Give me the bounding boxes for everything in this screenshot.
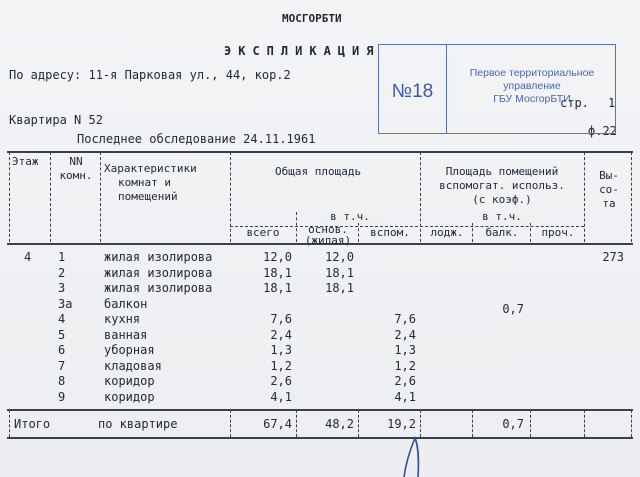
sheet-reference: ф.22 — [588, 124, 617, 138]
cell-area-aux: 4,1 — [394, 389, 416, 404]
total-label: Итого — [14, 417, 51, 431]
cell-room-no: 5 — [58, 327, 66, 342]
header-floor: Этаж — [12, 155, 39, 168]
header-other: проч. — [541, 226, 575, 239]
header-characteristics-1: Характеристики — [104, 162, 197, 175]
stamp-line-3: ГБУ МосгорБТИ — [493, 93, 571, 105]
header-aux: вспом. — [370, 226, 410, 239]
header-height-2: со- — [599, 183, 619, 196]
cell-area-all: 1,3 — [270, 343, 292, 357]
last-survey-date: Последнее обследование 24.11.1961 — [77, 132, 316, 146]
cell-room-no: 9 — [58, 389, 66, 404]
total-scope: по квартире — [98, 417, 178, 431]
cell-room-name: жилая изолирова — [104, 265, 213, 280]
cell-area-aux: 2,4 — [394, 327, 416, 342]
header-all: всего — [246, 226, 280, 239]
header-main-2: (жилая) — [304, 234, 352, 247]
cell-room-no: 2 — [58, 265, 66, 280]
total-area-aux: 19,2 — [387, 417, 416, 431]
cell-room-name: уборная — [104, 343, 155, 357]
header-including: в т.ч. — [320, 211, 380, 223]
address-line: По адресу: 11-я Парковая ул., 44, кор.2 — [9, 68, 291, 82]
header-height-3: та — [602, 197, 616, 210]
cell-area-all: 18,1 — [263, 265, 292, 280]
header-aux-area-1: Площадь помещений — [445, 165, 559, 178]
cell-area-main: 18,1 — [325, 265, 354, 280]
cell-room-name: жилая изолирова — [104, 250, 213, 264]
org-name: МОСГОРБТИ — [282, 12, 342, 25]
cell-area-aux: 2,6 — [394, 374, 416, 388]
page-label: стр. — [560, 96, 589, 110]
cell-room-no: 4 — [58, 312, 66, 326]
stamp-line-1: Первое территориальное — [469, 67, 595, 79]
page-number: 1 — [608, 96, 616, 110]
cell-room-name: коридор — [104, 389, 155, 404]
cell-area-all: 7,6 — [270, 312, 292, 326]
header-height-1: Вы- — [599, 169, 619, 182]
header-total-area: Общая площадь — [275, 165, 362, 178]
header-aux-area-2: вспомогат. использ. — [439, 179, 565, 192]
cell-room-no: 7 — [58, 358, 66, 373]
cell-area-all: 1,2 — [270, 358, 292, 373]
cell-room-name: коридор — [104, 374, 155, 388]
document-title: ЭКСПЛИКАЦИЯ — [224, 44, 381, 58]
cell-balcony: 0,7 — [502, 301, 524, 316]
header-main-1: основ. — [308, 223, 348, 236]
cell-room-name: балкон — [104, 296, 148, 311]
cell-area-aux: 1,2 — [394, 358, 416, 373]
header-characteristics-2: комнат и — [118, 176, 171, 189]
total-area-all: 67,4 — [263, 417, 292, 431]
header-characteristics-3: помещений — [118, 190, 178, 203]
total-area-main: 48,2 — [325, 417, 354, 431]
cell-area-main: 12,0 — [325, 250, 354, 264]
cell-room-no: 3 — [58, 281, 66, 295]
stamp-line-2: управление — [503, 80, 561, 92]
cell-area-all: 2,6 — [270, 374, 292, 388]
cell-room-no: 6 — [58, 343, 66, 357]
cell-floor: 4 — [24, 250, 32, 264]
cell-area-main: 18,1 — [325, 281, 354, 295]
cell-area-all: 4,1 — [270, 389, 292, 404]
cell-height: 273 — [602, 250, 624, 264]
header-loggia: лодж. — [430, 226, 464, 239]
header-aux-area-3: (с коэф.) — [472, 193, 532, 206]
total-balcony: 0,7 — [502, 417, 524, 431]
cell-room-name: кладовая — [104, 358, 162, 373]
cell-area-all: 12,0 — [263, 250, 292, 264]
cell-room-no: 1 — [58, 250, 66, 264]
cell-area-aux: 7,6 — [394, 312, 416, 326]
cell-room-name: ванная — [104, 327, 148, 342]
stamp-number: №18 — [391, 81, 434, 102]
apartment-number: Квартира N 52 — [9, 113, 103, 127]
header-room-no-2: комн. — [59, 169, 93, 182]
header-room-no-1: NN — [69, 155, 83, 168]
cell-room-no: 3а — [58, 296, 73, 311]
header-balcony: балк. — [485, 226, 519, 239]
cell-room-name: жилая изолирова — [104, 281, 213, 295]
header-including-2: в т.ч. — [470, 211, 534, 223]
cell-room-no: 8 — [58, 374, 66, 388]
cell-area-all: 2,4 — [270, 327, 292, 342]
cell-area-aux: 1,3 — [394, 343, 416, 357]
cell-area-all: 18,1 — [263, 281, 292, 295]
cell-room-name: кухня — [104, 312, 141, 326]
